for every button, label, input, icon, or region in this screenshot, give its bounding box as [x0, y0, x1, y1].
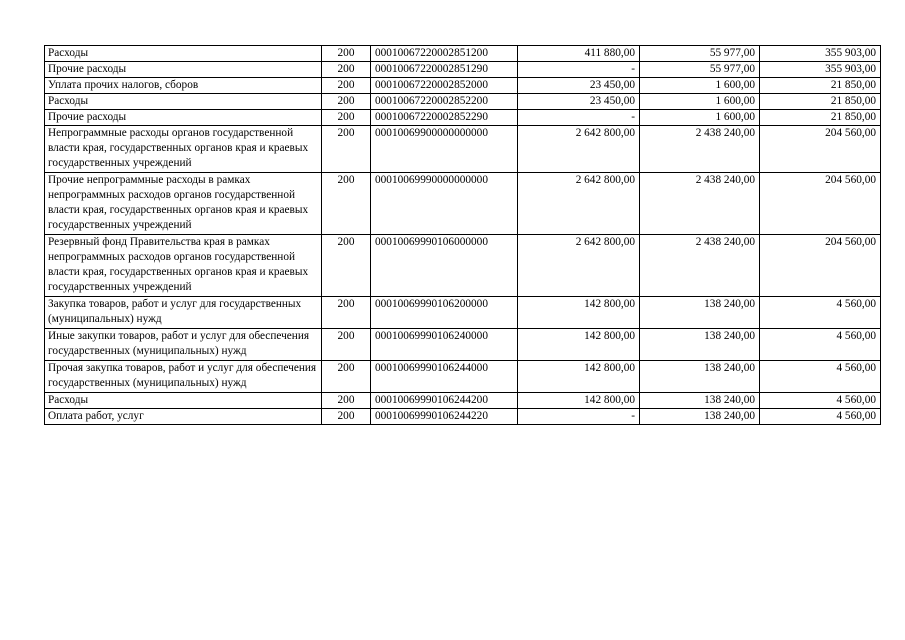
row-code-cell: 200 — [322, 78, 371, 94]
row-approved-cell: 23 450,00 — [518, 94, 640, 110]
row-remaining-cell: 4 560,00 — [760, 297, 881, 329]
row-code-cell: 200 — [322, 409, 371, 425]
table-row — [45, 235, 881, 297]
row-approved-cell: 142 800,00 — [518, 297, 640, 329]
row-code-cell: 200 — [322, 173, 371, 235]
row-remaining-cell: 21 850,00 — [760, 94, 881, 110]
row-executed-cell: 138 240,00 — [640, 409, 760, 425]
row-name-cell: Уплата прочих налогов, сборов — [45, 78, 322, 94]
row-executed-cell: 2 438 240,00 — [640, 126, 760, 173]
row-kbk-cell: 00010069990106244000 — [371, 361, 518, 393]
row-remaining-cell: 355 903,00 — [760, 46, 881, 62]
row-name-cell: Закупка товаров, работ и услуг для государственных (муниципальных) нужд — [45, 297, 322, 329]
row-name-cell: Прочая закупка товаров, работ и услуг для обеспечения государственных (муниципальных) нужд — [45, 361, 322, 393]
row-approved-cell: - — [518, 110, 640, 126]
row-approved-cell: 2 642 800,00 — [518, 126, 640, 173]
row-remaining-cell: 4 560,00 — [760, 409, 881, 425]
row-executed-cell: 2 438 240,00 — [640, 235, 760, 297]
row-name-cell: Прочие расходы — [45, 62, 322, 78]
row-code-cell: 200 — [322, 110, 371, 126]
row-code-cell: 200 — [322, 329, 371, 361]
row-kbk-cell: 00010067220002852200 — [371, 94, 518, 110]
row-executed-cell: 1 600,00 — [640, 78, 760, 94]
budget-report-sheet — [44, 45, 881, 425]
row-code-cell: 200 — [322, 393, 371, 409]
row-remaining-cell: 21 850,00 — [760, 78, 881, 94]
row-remaining-cell: 4 560,00 — [760, 361, 881, 393]
row-code-cell: 200 — [322, 94, 371, 110]
row-kbk-cell: 00010069990000000000 — [371, 173, 518, 235]
row-kbk-cell: 00010069990106200000 — [371, 297, 518, 329]
row-kbk-cell: 00010067220002851200 — [371, 46, 518, 62]
row-approved-cell: - — [518, 409, 640, 425]
row-name-cell: Расходы — [45, 46, 322, 62]
row-name-cell: Непрограммные расходы органов государственной власти края, государственных органов края и краевых государственных учреждений — [45, 126, 322, 173]
row-remaining-cell: 4 560,00 — [760, 393, 881, 409]
row-name-cell: Прочие расходы — [45, 110, 322, 126]
table-row — [45, 297, 881, 329]
row-kbk-cell: 00010067220002852290 — [371, 110, 518, 126]
table-row — [45, 110, 881, 126]
table-row — [45, 46, 881, 62]
row-approved-cell: 411 880,00 — [518, 46, 640, 62]
row-name-cell: Расходы — [45, 94, 322, 110]
row-approved-cell: 2 642 800,00 — [518, 173, 640, 235]
row-code-cell: 200 — [322, 46, 371, 62]
row-remaining-cell: 355 903,00 — [760, 62, 881, 78]
row-code-cell: 200 — [322, 62, 371, 78]
row-code-cell: 200 — [322, 126, 371, 173]
table-row — [45, 173, 881, 235]
row-approved-cell: 142 800,00 — [518, 329, 640, 361]
row-executed-cell: 55 977,00 — [640, 62, 760, 78]
row-kbk-cell: 00010069900000000000 — [371, 126, 518, 173]
row-executed-cell: 1 600,00 — [640, 94, 760, 110]
row-remaining-cell: 204 560,00 — [760, 173, 881, 235]
row-executed-cell: 138 240,00 — [640, 329, 760, 361]
row-kbk-cell: 00010069990106244220 — [371, 409, 518, 425]
row-kbk-cell: 00010069990106240000 — [371, 329, 518, 361]
table-row — [45, 393, 881, 409]
budget-table — [44, 45, 881, 425]
row-kbk-cell: 00010067220002851290 — [371, 62, 518, 78]
table-row — [45, 78, 881, 94]
row-executed-cell: 138 240,00 — [640, 393, 760, 409]
row-name-cell: Оплата работ, услуг — [45, 409, 322, 425]
row-code-cell: 200 — [322, 235, 371, 297]
row-executed-cell: 1 600,00 — [640, 110, 760, 126]
row-name-cell: Прочие непрограммные расходы в рамках непрограммных расходов органов государственной власти края, государственных органов края и краевых государственных учреждений — [45, 173, 322, 235]
row-remaining-cell: 204 560,00 — [760, 235, 881, 297]
row-approved-cell: 23 450,00 — [518, 78, 640, 94]
table-row — [45, 409, 881, 425]
row-code-cell: 200 — [322, 361, 371, 393]
row-kbk-cell: 00010069990106000000 — [371, 235, 518, 297]
row-code-cell: 200 — [322, 297, 371, 329]
row-remaining-cell: 4 560,00 — [760, 329, 881, 361]
row-approved-cell: 2 642 800,00 — [518, 235, 640, 297]
row-executed-cell: 2 438 240,00 — [640, 173, 760, 235]
row-approved-cell: 142 800,00 — [518, 393, 640, 409]
row-remaining-cell: 21 850,00 — [760, 110, 881, 126]
row-name-cell: Иные закупки товаров, работ и услуг для обеспечения государственных (муниципальных) нужд — [45, 329, 322, 361]
table-row — [45, 329, 881, 361]
row-name-cell: Расходы — [45, 393, 322, 409]
row-kbk-cell: 00010067220002852000 — [371, 78, 518, 94]
row-remaining-cell: 204 560,00 — [760, 126, 881, 173]
row-approved-cell: - — [518, 62, 640, 78]
table-row — [45, 62, 881, 78]
row-name-cell: Резервный фонд Правительства края в рамках непрограммных расходов органов государственной власти края, государственных органов края и краевых государственных учреждений — [45, 235, 322, 297]
table-row — [45, 126, 881, 173]
row-executed-cell: 55 977,00 — [640, 46, 760, 62]
row-approved-cell: 142 800,00 — [518, 361, 640, 393]
row-kbk-cell: 00010069990106244200 — [371, 393, 518, 409]
row-executed-cell: 138 240,00 — [640, 361, 760, 393]
table-row — [45, 94, 881, 110]
row-executed-cell: 138 240,00 — [640, 297, 760, 329]
table-row — [45, 361, 881, 393]
